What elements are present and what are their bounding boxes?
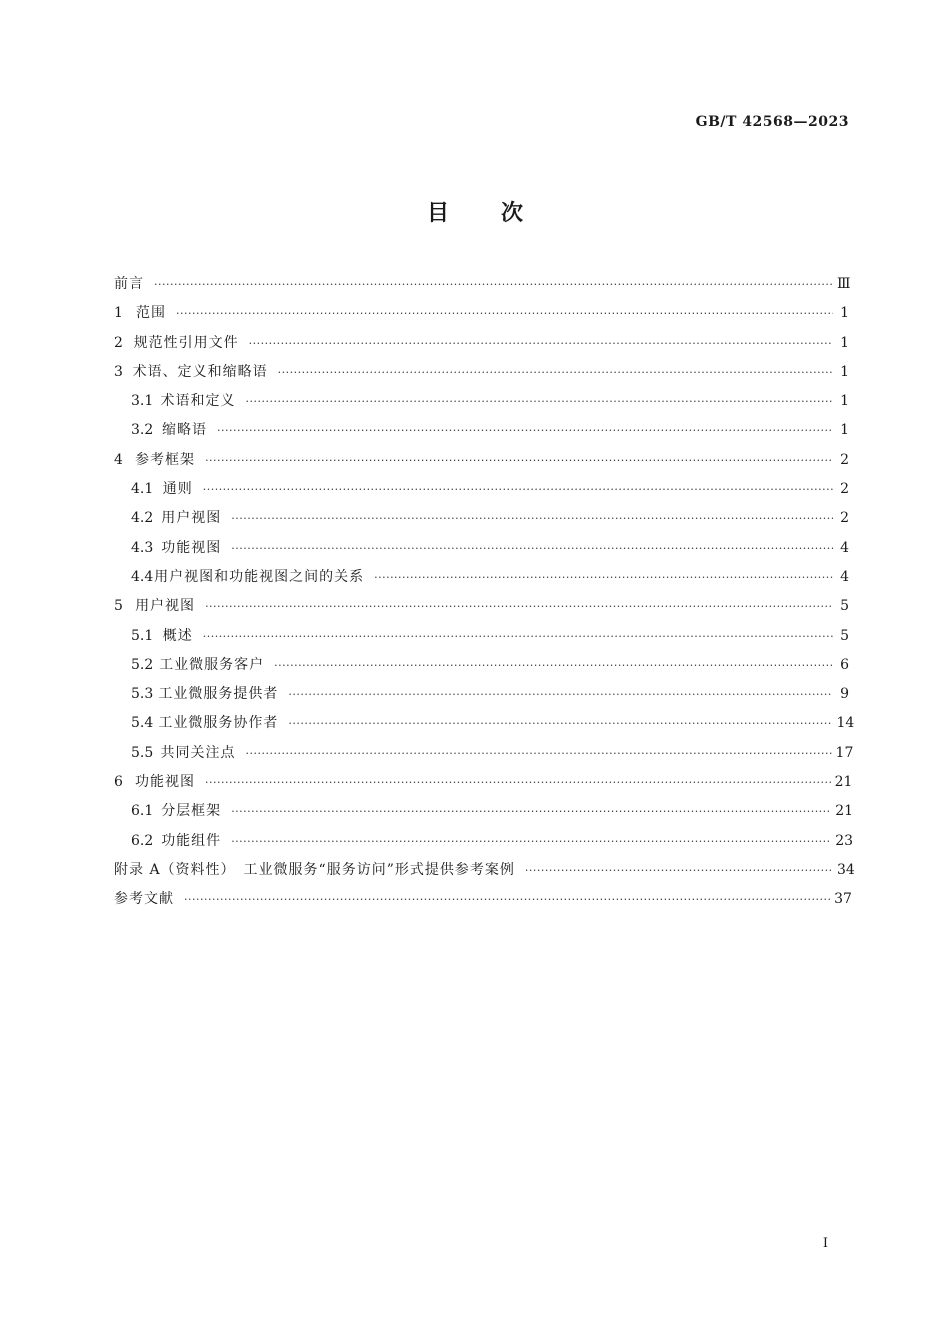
toc-entry-page: 1 <box>840 422 849 439</box>
toc-entry-page: 34 <box>837 861 855 878</box>
dot-leader <box>205 768 831 797</box>
page-number: I <box>822 1236 828 1251</box>
toc-entry[interactable] <box>114 856 855 885</box>
toc-entry-label: 术语和定义 <box>160 393 236 410</box>
toc-entry[interactable] <box>114 563 849 592</box>
toc-entry-number: 2 <box>114 334 123 351</box>
dot-leader <box>231 797 831 826</box>
dot-leader <box>231 504 833 533</box>
toc-entry[interactable] <box>114 651 849 680</box>
toc-entry[interactable] <box>114 797 854 826</box>
toc-entry[interactable] <box>114 416 849 445</box>
toc-entry-page: 5 <box>840 627 849 644</box>
toc-entry-page: 1 <box>840 363 849 380</box>
toc-entry-number: 4.4 <box>131 568 154 585</box>
toc-entry-label: 分层框架 <box>161 803 222 820</box>
dot-leader <box>288 680 833 709</box>
toc-entry-number: 6 <box>114 774 123 791</box>
toc-entry-number: 4.2 <box>131 510 154 527</box>
toc-entry-page: 4 <box>840 539 849 556</box>
toc-entry-page: Ⅲ <box>837 276 851 292</box>
toc-entry-label: 用户视图 <box>161 510 222 527</box>
dot-leader <box>525 856 833 885</box>
toc-entry-label: 通则 <box>162 481 193 498</box>
dot-leader <box>249 329 833 358</box>
toc-entry[interactable] <box>114 358 849 387</box>
toc-entry-label: 工业微服务协作者 <box>158 715 279 732</box>
toc-entry-number: 5.3 <box>131 686 154 703</box>
standard-number: GB/T 42568—2023 <box>695 114 849 130</box>
toc-entry-label: 概述 <box>162 627 193 644</box>
toc-entry[interactable] <box>114 270 849 299</box>
dot-leader <box>278 358 833 387</box>
toc-entry-number: 6.2 <box>131 832 154 849</box>
toc-entry-page: 5 <box>840 598 849 615</box>
toc-entry[interactable] <box>114 446 849 475</box>
toc-entry-page: 17 <box>835 744 854 761</box>
toc-entry-label: 附录 A（资料性） 工业微服务“服务访问”形式提供参考案例 <box>114 861 515 878</box>
toc-entry[interactable] <box>114 504 849 533</box>
toc-entry-label: 缩略语 <box>161 422 207 439</box>
toc-entry-page: 1 <box>840 334 849 351</box>
dot-leader <box>154 270 833 299</box>
toc-entry-number: 3 <box>114 363 123 380</box>
toc-entry-label: 工业微服务客户 <box>159 656 265 673</box>
dot-leader <box>288 709 832 738</box>
toc-entry-page: 14 <box>836 715 855 732</box>
toc-entry[interactable] <box>114 739 854 768</box>
toc-entry-label: 工业微服务提供者 <box>158 686 279 703</box>
toc-entry[interactable] <box>114 387 849 416</box>
toc-entry-label: 用户视图 <box>135 598 196 615</box>
toc-entry-label: 范围 <box>136 305 167 322</box>
dot-leader <box>231 827 831 856</box>
dot-leader <box>374 563 833 592</box>
toc-entry-label: 功能视图 <box>134 774 195 791</box>
toc-entry[interactable] <box>114 768 853 797</box>
toc-entry-number: 5.5 <box>131 744 154 761</box>
toc-entry-label: 规范性引用文件 <box>133 334 239 351</box>
toc-entry-label: 前言 <box>114 276 144 292</box>
toc-entry[interactable] <box>114 885 852 914</box>
dot-leader <box>231 534 833 563</box>
toc-entry[interactable] <box>114 534 849 563</box>
dot-leader <box>203 475 833 504</box>
toc-entry-label: 参考框架 <box>135 451 196 468</box>
toc-entry-number: 6.1 <box>131 803 154 820</box>
dot-leader <box>205 446 833 475</box>
toc-entry[interactable] <box>114 622 849 651</box>
toc-entry[interactable] <box>114 680 849 709</box>
toc-entry[interactable] <box>114 592 849 621</box>
toc-entry-page: 1 <box>840 393 849 410</box>
toc-entry[interactable] <box>114 299 849 328</box>
toc-entry[interactable] <box>114 329 849 358</box>
dot-leader <box>245 739 831 768</box>
toc-entry-label: 参考文献 <box>114 891 174 908</box>
toc-entry-page: 37 <box>834 891 852 908</box>
toc-entry-page: 21 <box>834 774 853 791</box>
toc-entry-number: 3.2 <box>131 422 154 439</box>
toc-entry-page: 2 <box>840 510 849 527</box>
toc-entry-page: 23 <box>835 832 854 849</box>
toc-entry-page: 2 <box>840 451 849 468</box>
toc-entry-number: 1 <box>114 305 123 322</box>
toc-entry[interactable] <box>114 475 849 504</box>
toc-entry[interactable] <box>114 827 854 856</box>
dot-leader <box>184 885 830 914</box>
toc-entry-page: 9 <box>840 686 849 703</box>
dot-leader <box>217 416 833 445</box>
toc-entry-number: 5.1 <box>131 627 154 644</box>
dot-leader <box>274 651 833 680</box>
toc-entry-page: 6 <box>840 656 849 673</box>
toc-entry-label: 功能视图 <box>161 539 222 556</box>
toc-entry-number: 5.2 <box>131 656 154 673</box>
toc-entry-page: 1 <box>840 305 849 322</box>
toc-entry-number: 4 <box>114 451 123 468</box>
table-of-contents <box>114 270 855 915</box>
dot-leader <box>203 622 833 651</box>
dot-leader <box>246 387 833 416</box>
toc-entry-page: 4 <box>840 568 849 585</box>
dot-leader <box>176 299 833 328</box>
toc-entry-number: 4.1 <box>131 481 154 498</box>
toc-entry-label: 功能组件 <box>161 832 222 849</box>
toc-entry-label: 术语、定义和缩略语 <box>132 363 268 380</box>
toc-title: 目次 <box>426 201 575 226</box>
toc-entry[interactable] <box>114 709 855 738</box>
toc-entry-number: 3.1 <box>131 393 154 410</box>
toc-entry-number: 5 <box>114 598 123 615</box>
toc-entry-number: 5.4 <box>131 715 154 732</box>
toc-entry-number: 4.3 <box>131 539 154 556</box>
toc-entry-label: 用户视图和功能视图之间的关系 <box>154 568 365 585</box>
toc-entry-label: 共同关注点 <box>160 744 236 761</box>
dot-leader <box>205 592 833 621</box>
toc-entry-page: 2 <box>840 481 849 498</box>
toc-entry-page: 21 <box>835 803 854 820</box>
